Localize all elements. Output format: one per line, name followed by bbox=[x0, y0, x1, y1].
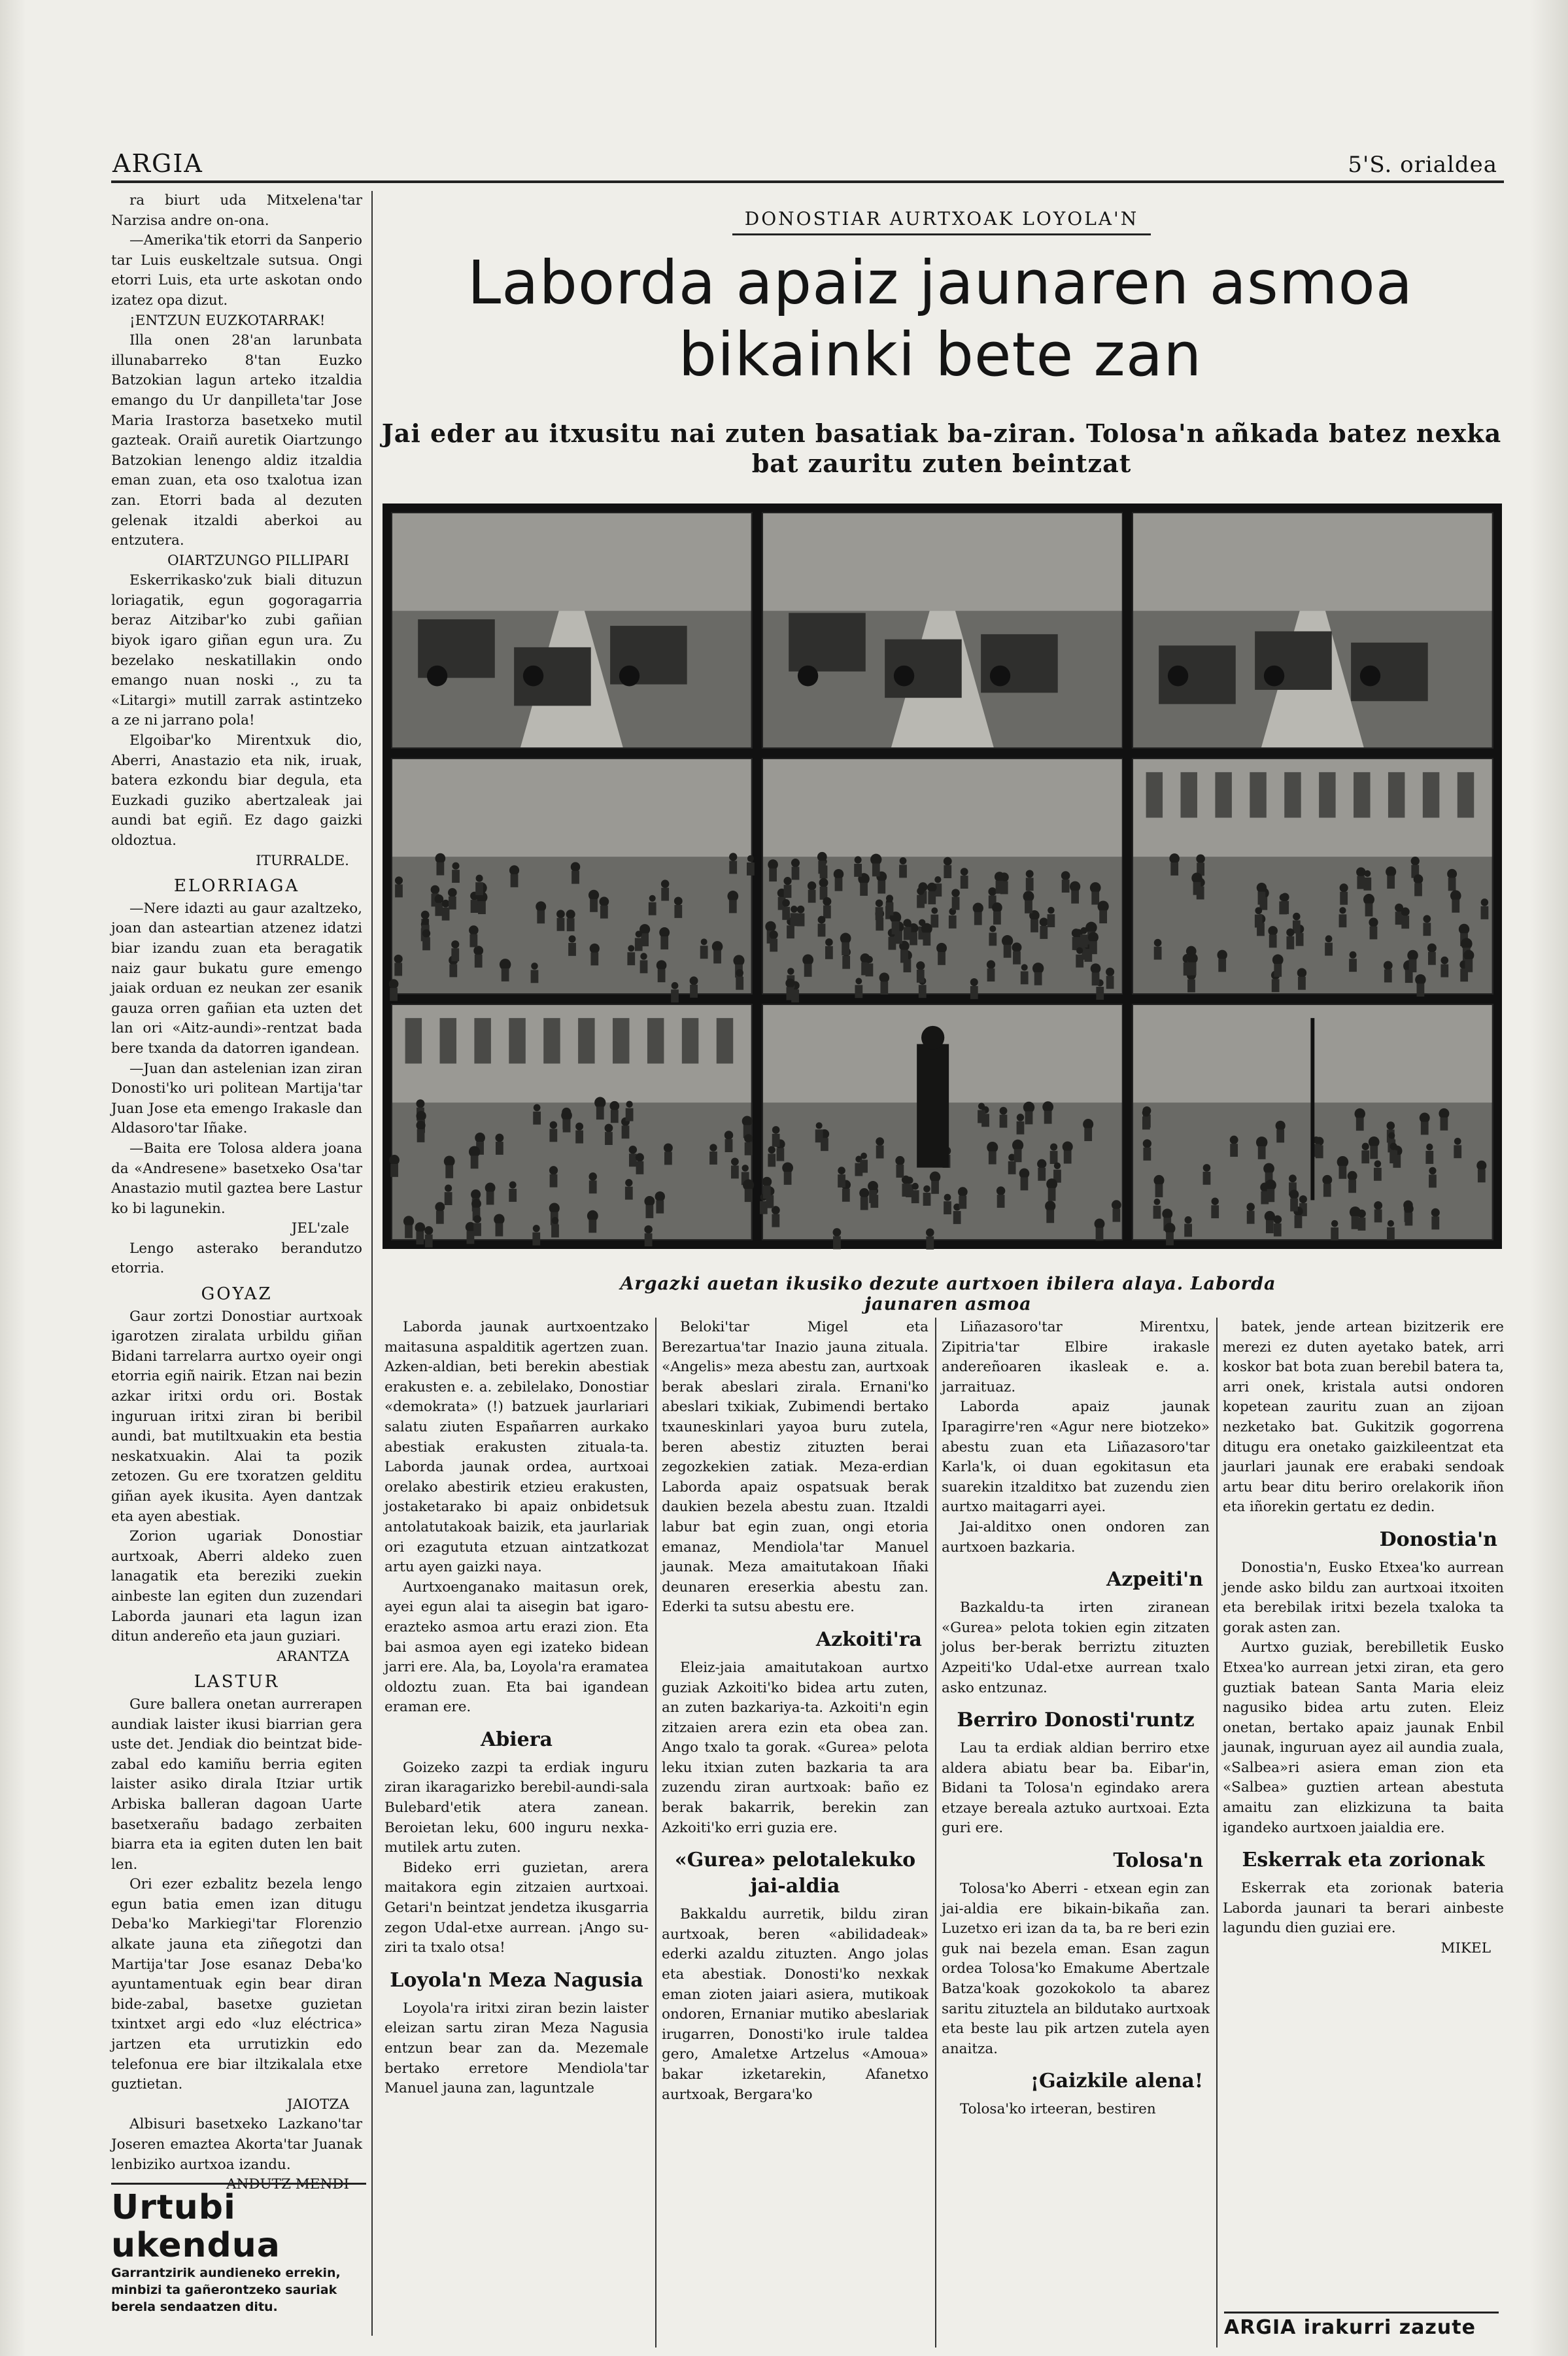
section-heading: ELORRIAGA bbox=[173, 876, 300, 896]
photo-grid bbox=[383, 504, 1502, 1249]
paragraph: Aurtxoenganako maitasun orek, ayei egun alai ta aisegin bat igaro-erazteko asmoa artu erazi zion. Eta bai asmoa ayen egi izateko bidean jarri ere. Ala, ba, Loyola'ra eramatea oldoztu zuan. Eta bai igandean eraman ere. bbox=[384, 1579, 649, 1716]
article-kicker: DONOSTIAR AURTXOAK LOYOLA'N bbox=[732, 208, 1151, 235]
photo-image bbox=[1133, 513, 1492, 747]
paragraph: Gure ballera onetan aurrerapen aundiak laister ikusi biarrian gera uste det. Jendiak dio beintzat bide-zabal edo kamiñu berria egiten laister asiko dirala Itziar urtik Arbiska balleran dagoan Uarte basetxerañu badago zerbaiten biarra eta ia egiten duten len bait len. bbox=[111, 1696, 362, 1873]
paragraph: Bakkaldu aurretik, bildu ziran aurtxoak, beren «abilidadeak» ederki azaldu zituzten. Ango jolas eta abestiak. Donosti'ko nexkak eman zioten jaiari asiera, mutikoak ondoren, Ernaniar mutiko abeslariak irugarren, Donosti'ko irule taldea gero, Amaletxe Artzelus «Amoua» bakar izketarekin, Afanetxo aurtxoak, Bergara'ko bbox=[662, 1906, 929, 2103]
paragraph: —Amerika'tik etorri da Sanperio tar Luis euskeltzale sutsua. Ongi etorri Luis, eta urte askotan ondo izatez opa dizut. bbox=[111, 232, 362, 309]
paragraph: —Nere idazti au gaur azaltzeko, joan dan asteartian atzenez idatzi biar izandu zuan eta beragatik naiz gaur bukatu gure emengo jaiak orduan ez neukan zer esanik gauza orren gañian eta uzten det lan ori «Aitz-aundi»-rentzat bada bere txanda da datorren igandean. bbox=[111, 900, 362, 1057]
photo-caption: Argazki auetan ikusiko dezute aurtxoen ibilera alaya. Laborda jaunaren asmoa bbox=[620, 1274, 1276, 1314]
section-heading: Azkoiti'ra bbox=[815, 1628, 922, 1651]
photo-image bbox=[763, 513, 1122, 747]
photo-car-road bbox=[762, 512, 1123, 749]
paragraph: Bideko erri guzietan, arera maitakora egin zitzaien aurtxoai. Getari'n beintzat jendetza ikusgarria zegon Udal-etxe aurrean. ¡Ango su-ziri ta txalo otsa! bbox=[384, 1859, 649, 1956]
signature: JAIOTZA bbox=[286, 2096, 349, 2113]
paragraph: Elgoibar'ko Mirentxuk dio, Aberri, Anastazio eta nik, iruak, batera ezkondu biar degula, eta Euzkadi guziko abertzaleak jai aundi bat egiñ. Ez dago gaizki oldoztua. bbox=[111, 732, 362, 849]
article-column-4 bbox=[1223, 1318, 1504, 2351]
photo-maypole-dance bbox=[1132, 1004, 1493, 1240]
article-subhead: Jai eder au itxusitu nai zuten basatiak ba-ziran. Tolosa'n añkada batez nexka bat zauritu zuten beintzat bbox=[381, 418, 1502, 478]
paragraph: Liñazasoro'tar Mirentxu, Zipitria'tar Elbire irakasle andereñoaren ikasleak e. a. jarraituaz. bbox=[942, 1319, 1210, 1395]
paragraph: Beloki'tar Migel eta Berezartua'tar Inazio jauna zituala. «Angelis» meza abestu zan, aurtxoak berak abeslari zirala. Ernani'ko abeslari txikiak, Zubimendi bertako txauneskinlari yayoa buru zutela, beren abestiz zituzten berai zegozkekien zatiak. Meza-erdian Laborda apaiz ospatsuak berak daukien bezela abestu zuan. Itzaldi labur bat egin zuan, ongi etoria emanaz, Mendiola'tar Manuel jaunak. Meza amaitutakoan Iñaki deunaren ereserkia abestu zan. Ederki ta sutsu abestu ere. bbox=[662, 1319, 929, 1616]
paragraph: Gaur zortzi Donostiar aurtxoak igarotzen ziralata urbildu giñan Bidani tarrelarra aurtxo oyeir ongi etorria egiñ nairik. Etzan nai bezin azkar iritxi ordu ori. Bostak inguruan iritxi ziran bi beribil aundi, bat mutiltxuakin eta bestia neskatxuakin. Alai ta pozik zetozen. Gu ere txoratzen gelditu giñan ayek ikusita. Ayen dantzak eta ayen abestiak. bbox=[111, 1308, 362, 1525]
advert-urtubi bbox=[111, 2183, 366, 2315]
photo-priest-speaker bbox=[762, 1004, 1123, 1240]
section-heading: GOYAZ bbox=[201, 1284, 273, 1305]
paragraph: —Juan dan astelenian izan ziran Donosti'ko uri politean Martija'tar Juan Jose eta emengo Irakasle dan Aldasoro'tar Iñake. bbox=[111, 1060, 362, 1137]
paragraph: Donostia'n, Eusko Etxea'ko aurrean jende asko bildu zan aurtxoai itxoiten eta berebilak iritxi bezela txaloka ta gorak asten zan. bbox=[1223, 1559, 1504, 1636]
column-divider bbox=[371, 191, 373, 2336]
paragraph: batek, jende artean bizitzerik ere merezi ez duten ayetako batek, arri koskor bat bota zuan berebil batera ta, arri onek, kristala autsi ondoren kopetean zauritu zuan an zijoan nezketako bat. Gukitzik gogorrena ditugu era onetako gaizkileentzat eta jaurlari jaunak ere erabaki sendoak artu bear ditu beriro orelakorik iñon eta iñorekin gertatu ez dedin. bbox=[1223, 1319, 1504, 1516]
article-column-1 bbox=[384, 1318, 649, 2351]
photo-image bbox=[392, 759, 751, 993]
section-heading: Loyola'n Meza Nagusia bbox=[390, 1968, 643, 1992]
photo-crowd bbox=[762, 758, 1123, 995]
paragraph: Zorion ugariak Donostiar aurtxoak, Aberri aldeko zuen lanagatik eta bereziki zuekin ainbeste lan egiten dun zuzendari Laborda jaunari eta lagun izan ditun andereño eta jaun guziari. bbox=[111, 1528, 362, 1645]
paragraph: Jai-alditxo onen ondoren zan aurtxoen bazkaria. bbox=[942, 1518, 1210, 1556]
paragraph: Goizeko zazpi ta erdiak inguru ziran ikaragarizko berebil-aundi-sala Bulebard'etik atera zanean. Beroietan leku, 600 inguru nexka-mutilek artu zuten. bbox=[384, 1759, 649, 1856]
page-number: 5'S. orialdea bbox=[1348, 152, 1497, 178]
paragraph: Laborda jaunak aurtxoentzako maitasuna aspalditik agertzen zuan. Azken-aldian, beti berekin abestiak erakusten e. a. zebilelako, Donostiar «demokrata» (!) batzuek jaurlariari salatu ziuten Españarren aurkako abestiak erakusten zituala-ta. Laborda jaunak ordea, aurtxoai orelako abestirik etzieu erakusten, jostaketarako bi apaiz onbidetsuk antolatutakoak baizik, eta jaurlariak ori ezagututa etzuan aintzatkozat artu ayen gaizki naya. bbox=[384, 1319, 649, 1576]
section-heading: Berriro Donosti'runtz bbox=[957, 1709, 1195, 1732]
photo-image bbox=[1133, 759, 1492, 993]
section-heading: ¡Gaizkile alena! bbox=[1030, 2070, 1203, 2093]
paragraph: Tolosa'ko Aberri - etxean egin zan jai-aldia ere bikain-bikaña zan. Luzetxo eri izan da ta, ba re beri ezin guk nai bezela eman. Esan zagun ordea Tolosa'ko Emakume Abertzale Batza'koak gozokokolo ta abarez saritu zituztela an bildutako aurtxoak eta beste lau pik artzen zutela ayen anaitza. bbox=[942, 1881, 1210, 2057]
paragraph: Bazkaldu-ta irten ziranean «Gurea» pelota tokien egin zitzaten jolus ber-berak berriztu zituzten Azpeiti'ko Udal-etxe aurrean txalo asko entzunaz. bbox=[942, 1599, 1210, 1696]
signature: ITURRALDE. bbox=[256, 852, 349, 869]
paragraph: Loyola'ra iritxi ziran bezin laister eleizan sartu ziran Meza Nagusia entzun bear zan da. Mezemale bertako erretore Mendiola'tar Manuel jauna zan, laguntzale bbox=[384, 2000, 649, 2097]
photo-image bbox=[392, 1005, 751, 1239]
signature: OIARTZUNGO PILLIPARI bbox=[167, 552, 349, 569]
paragraph: Albisuri basetxeko Lazkano'tar Joseren emaztea Akorta'tar Juanak lenbiziko aurtxoa izandu. bbox=[111, 2116, 362, 2173]
paragraph: Eskerrikasko'zuk biali dituzun loriagatik, egun gogoragarria beraz Aitzibar'ko zubi gañian biyok igaro giñan egun ura. Zu bezelako neskatillakin ondo emango nuan noski ., zu ta «Litargi» mutill zarrak astintzeko a ze ni jarrano pola! bbox=[111, 572, 362, 729]
paragraph: Lau ta erdiak aldian berriro etxe aldera abiatu bear ba. Eibar'in, Bidani ta Tolosa'n egindako arera etzaye bereala aztuko aurtxoai. Ezta guri ere. bbox=[942, 1740, 1210, 1837]
section-heading: Donostia'n bbox=[1379, 1528, 1497, 1551]
paragraph: Eleiz-jaia amaitutakoan aurtxo guziak Azkoiti'ko bidea artu zuten, an zuten bazkariya-ta. Azkoiti'n egin zitzaien arera ezin eta obea zan. Ango txalo ta gorak. «Gurea» pelota leku itxian zuten bazkaria ta ara zuzendu ziran aurtxoak: baño ez berak bakarrik, berekin zan Azkoiti'ko erri guzia ere. bbox=[662, 1659, 929, 1836]
argia-promo: ARGIA irakurri zazute bbox=[1224, 2312, 1499, 2339]
photo-gymnasium bbox=[391, 1004, 753, 1240]
article-column-2 bbox=[662, 1318, 929, 2351]
paragraph: Lengo asterako berandutzo etorria. bbox=[111, 1240, 362, 1277]
paragraph: Eskerrak eta zorionak bateria Laborda jaunari ta berari ainbeste lagundu dien guziai ere. bbox=[1223, 1880, 1504, 1937]
photo-image bbox=[392, 513, 751, 747]
left-news-column bbox=[111, 191, 362, 2193]
section-heading: Abiera bbox=[481, 1728, 553, 1751]
article-column-3 bbox=[942, 1318, 1210, 2351]
paragraph: Tolosa'ko irteeran, bestiren bbox=[960, 2101, 1156, 2118]
paragraph: ¡ENTZUN EUZKOTARRAK! bbox=[129, 312, 326, 329]
signature: MIKEL bbox=[1440, 1940, 1491, 1957]
section-heading: LASTUR bbox=[194, 1672, 280, 1692]
photo-buses-street bbox=[391, 512, 753, 749]
column-divider bbox=[655, 1318, 656, 2347]
advert-title: Urtubi ukendua bbox=[111, 2188, 281, 2265]
article-headline: Laborda apaiz jaunaren asmoa bikainki bete zan bbox=[467, 248, 1414, 390]
column-divider bbox=[1216, 1318, 1218, 2347]
photo-image bbox=[763, 1005, 1122, 1239]
column-divider bbox=[935, 1318, 936, 2347]
photo-square-dance bbox=[1132, 758, 1493, 995]
paragraph: —Baita ere Tolosa aldera joana da «Andresene» basetxeko Osa'tar Anastazio mutil gaztea bere Lastur ko bi lagunekin. bbox=[111, 1140, 362, 1217]
section-heading: Eskerrak eta zorionak bbox=[1242, 1849, 1485, 1872]
photo-image bbox=[763, 759, 1122, 993]
photo-image bbox=[1133, 1005, 1492, 1239]
section-heading: «Gurea» pelotalekuko jai-aldia bbox=[674, 1849, 916, 1898]
masthead-title: ARGIA bbox=[112, 149, 203, 178]
paragraph: ra biurt uda Mitxelena'tar Narzisa andre on-ona. bbox=[111, 192, 362, 229]
signature: ANDUTZ MENDI bbox=[226, 2176, 349, 2193]
signature: JEL'zale bbox=[291, 1220, 349, 1237]
photo-cars-street bbox=[1132, 512, 1493, 749]
advert-text: Garrantzirik aundieneko errekin, minbizi ta gañerontzeko sauriak berela sendaatzen ditu. bbox=[111, 2266, 341, 2314]
paragraph: Illa onen 28'an larunbata illunabarreko 8'tan Euzko Batzokian lagun arteko itzaldia emango du Ur danpilleta'tar Jose Maria Irastorza basetxeko mutil gazteak. Oraiñ auretik Oiartzungo Batzokian lenengo aldiz itzaldia eman zuan, eta oso txalotua izan zan. Etorri bada al dezuten gelenak itzaldi aberkoi au entzutera. bbox=[111, 332, 362, 549]
photo-group-people bbox=[391, 758, 753, 995]
top-rule bbox=[111, 180, 1504, 183]
section-heading: Azpeiti'n bbox=[1106, 1568, 1203, 1592]
section-heading: Tolosa'n bbox=[1113, 1849, 1203, 1873]
signature: ARANTZA bbox=[277, 1648, 349, 1665]
paragraph: Laborda apaiz jaunak Iparagirre'ren «Agur nere biotzeko» abestu zuan eta Liñazasoro'tar Karla'k, oi duan egokitasun eta suarekin itzalditxo bat zuzendu zien aurtxo maitagarri ayei. bbox=[942, 1399, 1210, 1516]
paragraph: Ori ezer ezbalitz bezela lengo egun batia emen izan ditugu Deba'ko Markiegi'tar Florenzio alkate jauna eta ziñegotzi dan Martija'tar Jose esanaz Deba'ko ayuntamentuak egin bear diran bide-zabal, basetxe guzietan txintxet argi edo «luz eléctrica» jartzen eta urrutizkin edo telefonua ere biar iltzikalala etxe guztietan. bbox=[111, 1876, 362, 2093]
paragraph: Aurtxo guziak, berebilletik Eusko Etxea'ko aurrean jetxi ziran, eta gero guztiak batean Santa Maria eleiz nagusiko bidea artu zuten. Eleiz onetan, bertako apaiz jaunak Enbil jaunak, inguruan ayez ail aundia zuala, «Salbea»ri asiera eman zion eta «Salbea» guztien artean abestuta amaitu zan elizkizuna ta baita igandeko aurtxoen jaialdia ere. bbox=[1223, 1639, 1504, 1836]
